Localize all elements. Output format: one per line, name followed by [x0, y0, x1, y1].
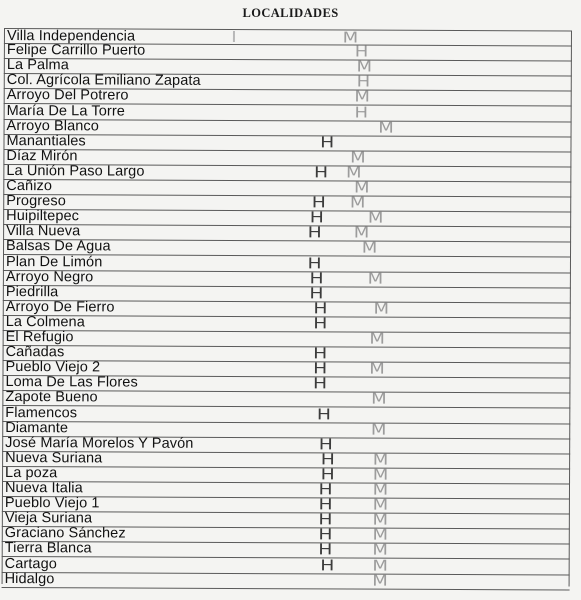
locality-name: La poza: [5, 464, 58, 482]
handwritten-h-mark: H: [313, 359, 328, 378]
locality-name: Pueblo Viejo 1: [4, 495, 100, 512]
handwritten-h-mark: H: [318, 435, 333, 454]
handwritten-h-mark: H: [318, 480, 333, 499]
localidades-table: [2, 28, 572, 594]
locality-name: Diamante: [5, 419, 69, 436]
handwritten-m-mark: M: [371, 389, 387, 409]
handwritten-h-mark: H: [320, 555, 335, 574]
locality-name: La Unión Paso Largo: [6, 162, 145, 180]
handwritten-m-mark: M: [378, 118, 394, 137]
handwritten-m-mark: M: [372, 495, 389, 514]
handwritten-m-mark: M: [372, 525, 389, 544]
handwritten-m-mark: M: [372, 571, 388, 590]
handwritten-m-mark: M: [354, 87, 370, 106]
handwritten-h-mark: H: [320, 465, 335, 484]
locality-name: Arroyo Blanco: [6, 117, 99, 135]
handwritten-h-mark: H: [318, 510, 333, 529]
locality-name: Manantiales: [6, 132, 86, 150]
handwritten-m-mark: M: [356, 57, 373, 76]
locality-name: Zapote Bueno: [5, 389, 98, 406]
handwritten-h-mark: H: [318, 525, 333, 544]
handwritten-m-mark: M: [369, 329, 385, 348]
locality-name: Villa Nueva: [6, 223, 81, 240]
locality-name: Balsas De Agua: [6, 238, 111, 255]
locality-name: Nueva Italia: [4, 480, 83, 497]
locality-name: La Colmena: [5, 313, 85, 331]
locality-name: Col. Agrícola Emiliano Zapata: [6, 72, 201, 90]
handwritten-m-mark: M: [369, 359, 385, 378]
locality-name: María De La Torre: [6, 102, 125, 120]
locality-name: Villa Independencia: [6, 28, 136, 45]
locality-name: Arroyo De Fierro: [5, 298, 115, 316]
page-title: LOCALIDADES: [242, 6, 339, 20]
locality-name: Pueblo Viejo 2: [5, 359, 101, 376]
handwritten-m-mark: M: [372, 465, 389, 484]
handwritten-h-mark: H: [313, 163, 329, 182]
handwritten-m-mark: M: [353, 178, 370, 197]
handwritten-m-mark: M: [349, 193, 366, 212]
handwritten-m-mark: M: [372, 480, 389, 499]
locality-name: La Palma: [6, 57, 69, 74]
locality-name: Tierra Blanca: [4, 540, 92, 557]
locality-name: Hidalgo: [4, 570, 55, 587]
handwritten-m-mark: H: [354, 42, 369, 61]
locality-name: Graciano Sánchez: [4, 525, 126, 542]
handwritten-m-mark: M: [367, 208, 384, 227]
handwritten-m-mark: M: [372, 450, 389, 469]
handwritten-h-mark: H: [318, 540, 333, 559]
handwritten-m-mark: M: [373, 299, 390, 318]
handwritten-m-mark: M: [361, 238, 378, 258]
handwritten-m-mark: H: [354, 103, 369, 122]
handwritten-h-mark: H: [307, 253, 322, 272]
handwritten-m-mark: M: [342, 28, 359, 47]
handwritten-h-mark: H: [318, 495, 333, 514]
handwritten-m-mark: H: [356, 72, 371, 91]
table-row: [2, 572, 570, 590]
locality-name: Vieja Suriana: [4, 510, 93, 527]
handwritten-m-mark: M: [346, 163, 362, 182]
handwritten-h-mark: H: [313, 344, 328, 363]
locality-name: El Refugio: [5, 329, 74, 346]
locality-name: Arroyo Negro: [5, 268, 94, 285]
handwritten-h-mark: H: [313, 374, 328, 393]
handwritten-m-mark: M: [372, 556, 388, 575]
locality-name: Cañadas: [5, 344, 65, 361]
locality-name: José María Morelos Y Pavón: [5, 434, 194, 452]
locality-name: Arroyo Del Potrero: [6, 87, 129, 104]
handwritten-m-mark: M: [372, 541, 389, 560]
handwritten-h-mark: H: [309, 268, 324, 287]
handwritten-m-mark: M: [353, 223, 370, 242]
handwritten-h-mark: H: [307, 223, 322, 242]
handwritten-h-mark: H: [309, 208, 324, 227]
handwritten-h-mark: H: [320, 133, 335, 152]
handwritten-m-mark: M: [370, 420, 387, 439]
locality-name: Loma De Las Flores: [5, 374, 138, 391]
locality-name: Díaz Mirón: [6, 147, 78, 165]
locality-name: Nueva Suriana: [5, 449, 103, 467]
handwritten-h-mark: H: [309, 284, 324, 303]
handwritten-h-mark: H: [320, 450, 335, 469]
pencil-tick-mark: [233, 31, 235, 42]
locality-name: Flamencos: [5, 404, 78, 421]
handwritten-m-mark: M: [350, 148, 366, 167]
handwritten-h-mark: H: [313, 299, 328, 318]
locality-name: Piedrilla: [5, 283, 59, 300]
handwritten-m-mark: M: [372, 510, 389, 529]
locality-name: Cañizo: [6, 178, 53, 195]
locality-name: Cartago: [4, 555, 57, 572]
handwritten-h-mark: H: [311, 193, 326, 212]
locality-name: Huipiltepec: [6, 208, 80, 225]
handwritten-h-mark: H: [316, 404, 332, 423]
locality-name: Plan De Limón: [5, 253, 103, 270]
locality-name: Progreso: [6, 193, 66, 210]
locality-name: Felipe Carrillo Puerto: [6, 42, 146, 59]
handwritten-h-mark: H: [313, 314, 328, 333]
handwritten-m-mark: M: [367, 269, 384, 288]
